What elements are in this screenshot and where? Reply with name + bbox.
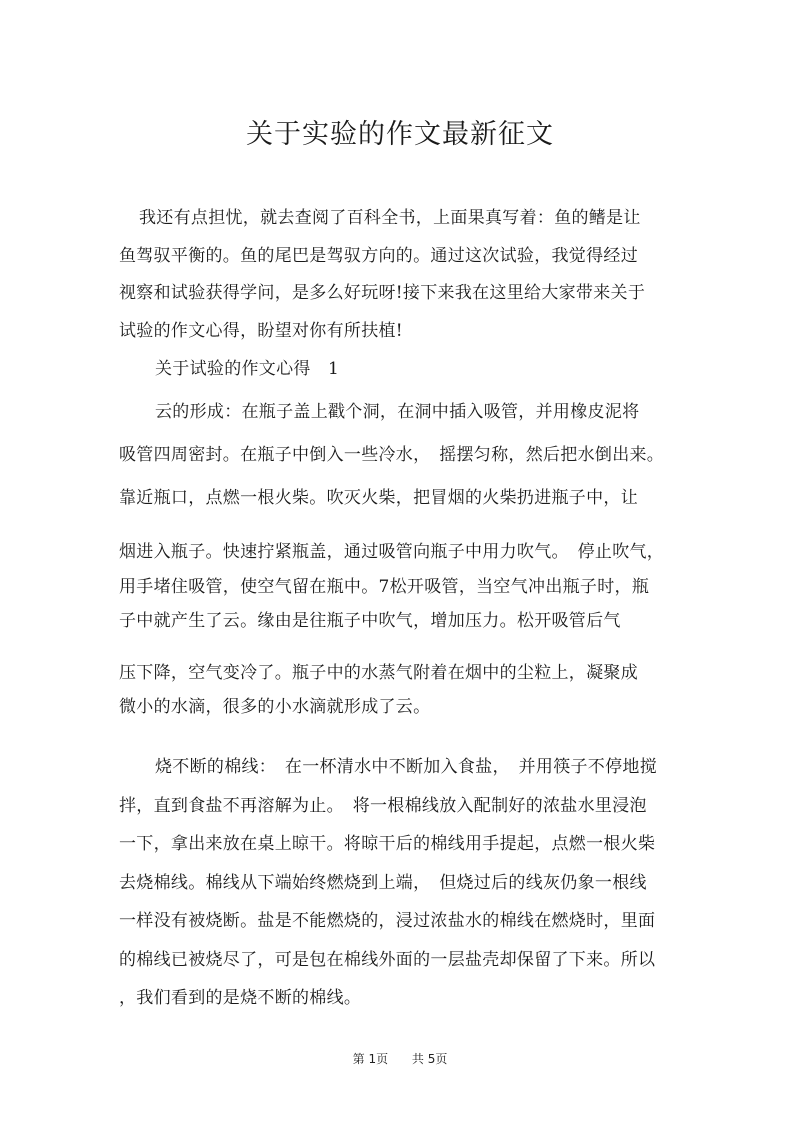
paragraph-line: 烧不断的棉线： 在一杯清水中不断加入食盐， 并用筷子不停地搅 bbox=[155, 757, 657, 777]
paragraph-line: 微小的水滴，很多的小水滴就形成了云。 bbox=[119, 697, 431, 717]
paragraph-line: 压下降，空气变冷了。瓶子中的水蒸气附着在烟中的尘粒上，凝聚成 bbox=[119, 663, 638, 683]
section-heading: 关于试验的作文心得 1 bbox=[155, 359, 340, 379]
page-total: 共 5页 bbox=[411, 1052, 448, 1066]
paragraph-line: 烟进入瓶子。快速拧紧瓶盖，通过吸管向瓶子中用力吹气。 停止吹气， bbox=[119, 542, 665, 562]
paragraph-line: 吸管四周密封。在瓶子中倒入一些冷水， 摇摆匀称，然后把水倒出来。 bbox=[119, 445, 665, 465]
paragraph-line: 一样没有被烧断。盐是不能燃烧的，浸过浓盐水的棉线在燃烧时，里面 bbox=[119, 911, 656, 931]
paragraph-line: 靠近瓶口，点燃一根火柴。吹灭火柴，把冒烟的火柴扔进瓶子中，让 bbox=[119, 488, 638, 508]
paragraph-line: 子中就产生了云。缘由是往瓶子中吹气，增加压力。松开吸管后气 bbox=[119, 611, 621, 631]
paragraph-line: 的棉线已被烧尽了，可是包在棉线外面的一层盐壳却保留了下来。所以 bbox=[119, 950, 656, 970]
paragraph-line: 试验的作文心得，盼望对你有所扶植! bbox=[119, 321, 403, 341]
paragraph-line: 我还有点担忧，就去查阅了百科全书，上面果真写着：鱼的鳍是让 bbox=[139, 208, 641, 228]
paragraph-line: 拌，直到食盐不再溶解为止。 将一根棉线放入配制好的浓盐水里浸泡 bbox=[119, 796, 647, 816]
paragraph-line: 视察和试验获得学问，是多么好玩呀!接下来我在这里给大家带来关于 bbox=[119, 283, 646, 303]
page-title: 关于实验的作文最新征文 bbox=[246, 119, 554, 150]
paragraph-line: ，我们看到的是烧不断的棉线。 bbox=[119, 988, 362, 1008]
paragraph-line: 云的形成：在瓶子盖上戳个洞，在洞中插入吸管，并用橡皮泥将 bbox=[155, 402, 640, 422]
paragraph-line: 去烧棉线。棉线从下端始终燃烧到上端， 但烧过后的线灰仍象一根线 bbox=[119, 873, 647, 893]
paragraph-line: 用手堵住吸管，使空气留在瓶中。7松开吸管，当空气冲出瓶子时，瓶 bbox=[119, 577, 650, 597]
paragraph-line: 一下，拿出来放在桌上晾干。将晾干后的棉线用手提起，点燃一根火柴 bbox=[119, 834, 656, 854]
paragraph-line: 鱼驾驭平衡的。鱼的尾巴是驾驭方向的。通过这次试验，我觉得经过 bbox=[119, 246, 638, 266]
page-number: 第 1页 bbox=[352, 1052, 389, 1066]
page-footer bbox=[0, 1050, 800, 1067]
